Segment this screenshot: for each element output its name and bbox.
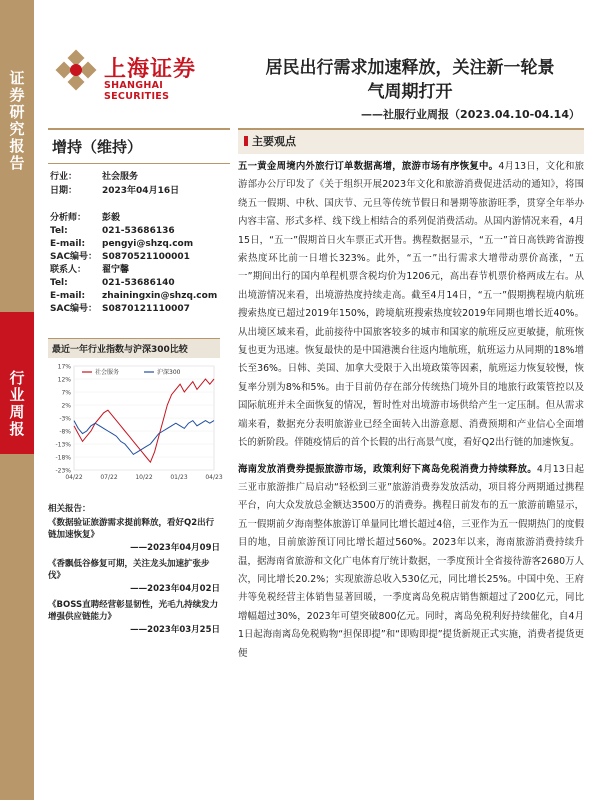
analyst-key: 联系人：	[50, 265, 87, 275]
analyst-row	[50, 277, 230, 290]
section-title	[238, 128, 584, 154]
analyst-row	[50, 251, 230, 264]
paragraph-1-body: 4月13日，文化和旅游部办公厅印发了《关于组织开展2023年文化和旅游消费促进活动的通知》，将围绕五一假期、中秋、国庆节、元旦等传统节假日和暑期等旅游旺季，贯穿全年举办内容丰富、形式多样、线下线上相结合的系列促消费活动。从国内游情况来看，4月15日，“五一”假期首日火车票正式开售。携程数据显示，“五一”首日高铁跨省游搜索热度环比前一日增长323%。此外，“五一”出行需求大增带动票价高涨，“五一”期间出行的国内单程机票含税均价为1206元，高出春节机票价格两成左右。从出境游情况来看，出境游热度持续走高。截至4月14日，“五一”假期携程境内航班搜索热度已超过2019年150%，跨境航班搜索热度较2019年同期也增长近40%。从出境区域来看，此前接待中国旅客较多的城市和国家的航班反应更敏捷，航班恢复也更为迅速。恢复最快的是中国港澳台往返内地航班，航班运力从同期的18%增长至36%。日韩、美国、加拿大受限于入出境政策等因素，航班运力恢复较慢，恢复率分别为8%和5%。由于目前仍存在部分传统热门境外目的地旅行政策管控以及国际航班并未全面恢复的情况，暂时性对出境游市场供给产生一定压制。但从需求端来看，数据充分表明旅游业已经全面转入出游意愿、消费预期和产业信心全面增长的新阶段。伴随疫情后的首个长假的出行高景气度，看好Q2出行链的加速恢复。	[238, 161, 584, 449]
analyst-key: Tel:	[50, 226, 68, 236]
analyst-row	[50, 290, 230, 303]
chart-ytick-label: -3%	[59, 415, 71, 423]
analyst-key: SAC编号：	[50, 252, 98, 262]
brand-name-cn: 上海证券	[104, 56, 197, 82]
analyst-email[interactable]: pengyi@shzq.com	[102, 239, 194, 249]
chart-xtick-label: 01/23	[170, 474, 188, 481]
analyst-row	[50, 225, 230, 238]
analyst-value: 翟宁馨	[102, 265, 130, 275]
chart-ytick-label: -13%	[55, 441, 71, 449]
analyst-value: 彭毅	[102, 213, 121, 223]
related-report-title[interactable]: 《BOSS直聘经营彰显韧性，光毛九持续发力增强供应链能力》	[48, 600, 219, 622]
chart-ytick-label: -8%	[59, 428, 71, 436]
chart-legend-label: 社会服务	[95, 369, 120, 376]
meta-row-date	[50, 184, 230, 198]
analyst-row	[50, 212, 230, 225]
related-report-date: ——2023年04月02日	[130, 584, 220, 594]
analyst-email[interactable]: zhainingxin@shzq.com	[102, 291, 218, 301]
analyst-row	[50, 303, 230, 316]
analyst-key: Tel:	[50, 278, 68, 288]
related-report-date: ——2023年03月25日	[130, 625, 220, 635]
meta-key: 日期：	[50, 186, 78, 196]
meta-value: 2023年04月16日	[102, 186, 180, 196]
meta-key: 行业：	[50, 172, 78, 182]
chart-ytick-label: 2%	[61, 402, 71, 410]
logo-emblem-icon	[54, 50, 98, 94]
paragraph-1-lead: 五一黄金周境内外旅行订单数据高增，旅游市场有序恢复中。	[238, 161, 499, 172]
rating-label: 增持（维持）	[52, 138, 143, 156]
report-title-line2: 气周期打开	[367, 82, 453, 102]
related-reports	[48, 502, 220, 640]
sidebar-weekly-label: 行业周报	[9, 369, 25, 438]
sidebar-report-type-label: 证券研究报告	[9, 69, 25, 172]
section-marker-icon	[244, 136, 248, 146]
chart-ytick-label: 12%	[57, 376, 71, 384]
meta-section	[48, 164, 230, 198]
related-report-title[interactable]: 《数据验证旅游需求提前释放，看好Q2出行链加速恢复》	[48, 518, 215, 540]
chart-ytick-label: 7%	[61, 389, 71, 397]
chart-ytick-label: 17%	[57, 363, 71, 371]
chart-series-line	[74, 421, 214, 455]
brand-name-en: SHANGHAI SECURITIES	[104, 80, 170, 102]
paragraph-2-body: 4月13日起三亚市旅游推广局启动“轻松到三亚”旅游消费券发放活动，项目将分两期通过携程平台，向大众发放总金额达3500万的消费券。携程日前发布的五一旅游前瞻显示，五一假期前夕海南整体旅游订单量同比增长超过4倍，三亚作为五一假期热门的度假目的地，目前旅游预订同比增长超过560%。2023年以来，海南旅游消费持续升温，据海南省旅游和文化广电体育厅统计数据，一季度预计全省接待游客2680万人次，同比增长20.2%；实现旅游总收入530亿元，同比增长25%。中国中免、王府井等免税经营主体销售显著回暖，一季度离岛免税店销售额超过了200亿元，同比增幅超过30%，2023年可望突破800亿元。同时，离岛免税利好持续催化，自4月1日起海南离岛免税购物“担保即提”和“即购即提”提货新规正式实施，消费者提货更便	[238, 463, 584, 659]
main-content	[238, 128, 584, 663]
chart-ytick-label: -18%	[55, 454, 71, 462]
chart-xtick-label: 04/23	[205, 474, 223, 481]
analyst-row	[50, 238, 230, 251]
chart-legend-label: 沪深300	[157, 369, 181, 376]
chart-xtick-label: 04/22	[65, 474, 83, 481]
analyst-value: S0870521100001	[102, 252, 190, 262]
analyst-value: 021-53686136	[102, 226, 175, 236]
chart-plot	[48, 358, 223, 490]
paragraph-2-lead: 海南发放消费券提振旅游市场，政策利好下离岛免税消费力持续释放。	[238, 463, 537, 475]
left-sidebar	[0, 0, 34, 800]
analyst-key: 分析师：	[50, 213, 87, 223]
analyst-section	[48, 198, 230, 316]
meta-row-industry	[50, 170, 230, 184]
related-report-date: ——2023年04月09日	[130, 543, 220, 553]
company-logo	[54, 50, 224, 110]
related-heading: 相关报告：	[48, 504, 91, 514]
report-title-block	[240, 56, 580, 121]
analyst-row	[50, 264, 230, 277]
analyst-key: E-mail:	[50, 239, 86, 249]
related-report-title[interactable]: 《香飘低谷修复可期，关注龙头加速扩张步伐》	[48, 559, 210, 581]
report-title-line1: 居民出行需求加速释放，关注新一轮景	[265, 58, 555, 78]
paragraph-2	[238, 461, 584, 663]
analyst-value: 021-53686140	[102, 278, 175, 288]
index-comparison-chart	[48, 338, 223, 494]
analyst-key: SAC编号：	[50, 304, 98, 314]
rating-box	[48, 128, 230, 164]
chart-xtick-label: 07/22	[100, 474, 118, 481]
report-subtitle: ——社服行业周报（2023.04.10-04.14）	[361, 108, 580, 121]
paragraph-1	[238, 158, 584, 453]
chart-ytick-label: -23%	[55, 467, 71, 475]
section-title-text: 主要观点	[252, 135, 296, 148]
meta-value: 社会服务	[102, 172, 139, 182]
left-info-column	[48, 128, 230, 316]
chart-xtick-label: 10/22	[135, 474, 153, 481]
analyst-key: E-mail:	[50, 291, 86, 301]
analyst-value: S0870121110007	[102, 304, 190, 314]
chart-title: 最近一年行业指数与沪深300比较	[48, 338, 220, 358]
